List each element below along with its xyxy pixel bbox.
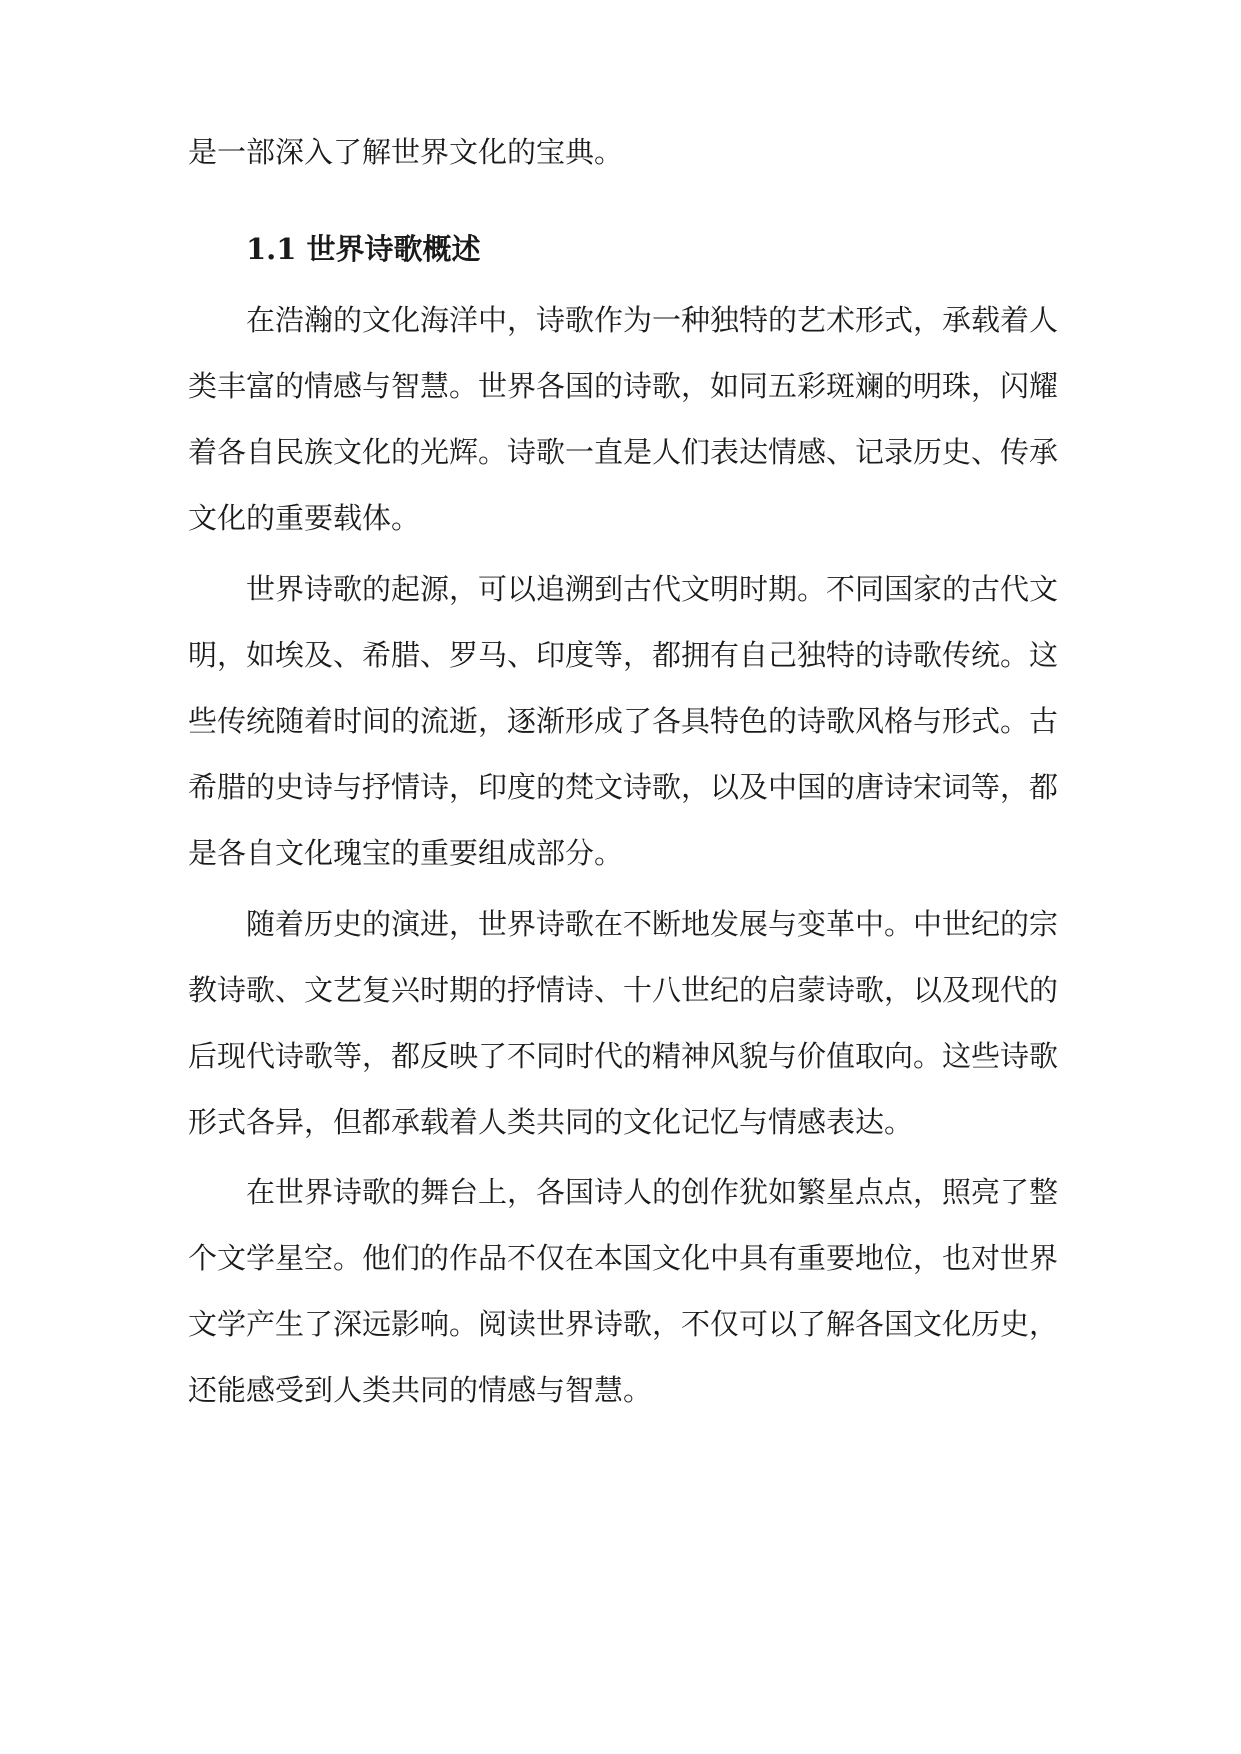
paragraph-line: 明，如埃及、希腊、罗马、印度等，都拥有自己独特的诗歌传统。这 [188, 638, 1059, 672]
paragraph-line: 希腊的史诗与抒情诗，印度的梵文诗歌，以及中国的唐诗宋词等，都 [188, 770, 1059, 804]
paragraph-line: 文学产生了深远影响。阅读世界诗歌，不仅可以了解各国文化历史， [188, 1307, 1059, 1341]
paragraph-line: 后现代诗歌等，都反映了不同时代的精神风貌与价值取向。这些诗歌 [188, 1039, 1059, 1073]
paragraph-line: 世界诗歌的起源，可以追溯到古代文明时期。不同国家的古代文 [246, 572, 1059, 606]
paragraph-line: 是各自文化瑰宝的重要组成部分。 [188, 836, 624, 870]
paragraph-line: 着各自民族文化的光辉。诗歌一直是人们表达情感、记录历史、传承 [188, 435, 1059, 469]
paragraph-line: 教诗歌、文艺复兴时期的抒情诗、十八世纪的启蒙诗歌，以及现代的 [188, 973, 1059, 1007]
text-line: 是一部深入了解世界文化的宝典。 [188, 135, 624, 169]
paragraph-line: 在浩瀚的文化海洋中，诗歌作为一种独特的艺术形式，承载着人 [246, 303, 1059, 337]
paragraph-line: 类丰富的情感与智慧。世界各国的诗歌，如同五彩斑斓的明珠，闪耀 [188, 369, 1059, 403]
paragraph-line: 文化的重要载体。 [188, 501, 421, 535]
paragraph-line: 随着历史的演进，世界诗歌在不断地发展与变革中。中世纪的宗 [246, 907, 1059, 941]
paragraph-line: 在世界诗歌的舞台上，各国诗人的创作犹如繁星点点，照亮了整 [246, 1175, 1059, 1209]
paragraph-line: 个文学星空。他们的作品不仅在本国文化中具有重要地位，也对世界 [188, 1241, 1059, 1275]
paragraph-line: 还能感受到人类共同的情感与智慧。 [188, 1373, 653, 1407]
section-heading: 1.1 世界诗歌概述 [246, 232, 481, 266]
paragraph-line: 形式各异，但都承载着人类共同的文化记忆与情感表达。 [188, 1105, 914, 1139]
paragraph-line: 些传统随着时间的流逝，逐渐形成了各具特色的诗歌风格与形式。古 [188, 704, 1059, 738]
